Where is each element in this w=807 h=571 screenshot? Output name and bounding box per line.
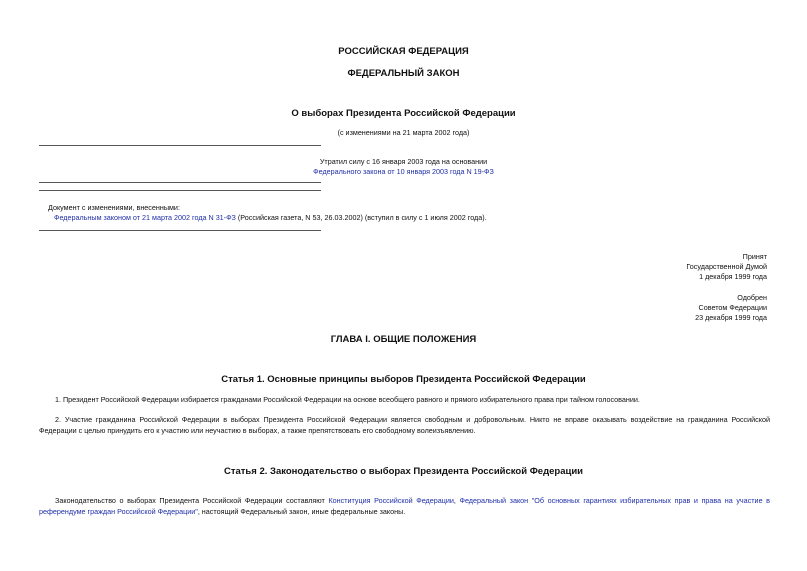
constitution-link[interactable]: Конституция Российской Федерации	[328, 496, 454, 505]
basis-law-link[interactable]: Федерального закона от 10 января 2003 года N 19-ФЗ	[313, 167, 494, 176]
article1-paragraph1: 1. Президент Российской Федерации избирается гражданами Российской Федерации на основе всеобщего равного и прямого избирательного права при тайном голосовании.	[55, 395, 640, 404]
law-title: О выборах Президента Российской Федерации	[291, 108, 516, 119]
law-type-heading: ФЕДЕРАЛЬНЫЙ ЗАКОН	[347, 68, 460, 79]
divider	[39, 182, 321, 183]
doc-changes-label: Документ с изменениями, внесенными:	[48, 203, 180, 212]
amendments-note: (с изменениями на 21 марта 2002 года)	[337, 128, 470, 137]
article2-paragraph	[39, 495, 770, 517]
adopted-block	[686, 252, 767, 282]
guarantees-law-link[interactable]: Федеральный закон "Об основных гарантиях избирательных прав и права на участие в референдуме граждан Российской Федерации"	[39, 496, 770, 516]
adopted-body: Государственной Думой	[686, 262, 767, 271]
divider	[39, 190, 321, 191]
article1-paragraph2: 2. Участие гражданина Российской Федерации в выборах Президента Российской Федерации является свободным и добровольным. Никто не вправе оказывать воздействие на гражданина Российской Федерации с целью принудить его к участию или неучастию в выборах, а также препятствовать его свободному волеизъявлению.	[39, 415, 770, 435]
divider	[39, 230, 321, 231]
approved-block	[695, 293, 767, 323]
doc-changes-line	[54, 213, 487, 222]
country-heading: РОССИЙСКАЯ ФЕДЕРАЦИЯ	[338, 46, 469, 57]
amending-law-details: (Российская газета, N 53, 26.03.2002) (вступил в силу с 1 июля 2002 года).	[235, 213, 487, 222]
adopted-line: Принят	[742, 252, 767, 261]
article1-title: Статья 1. Основные принципы выборов Президента Российской Федерации	[221, 374, 586, 385]
lost-force-text: Утратил силу с 16 января 2003 года на основании	[319, 157, 488, 166]
approved-date: 23 декабря 1999 года	[695, 313, 767, 322]
chapter-heading: ГЛАВА I. ОБЩИЕ ПОЛОЖЕНИЯ	[330, 334, 477, 345]
approved-line: Одобрен	[737, 293, 767, 302]
article2-separator: ,	[453, 496, 460, 505]
article2-title: Статья 2. Законодательство о выборах Президента Российской Федерации	[223, 466, 584, 477]
amending-law-link[interactable]: Федеральным законом от 21 марта 2002 года N 31-ФЗ	[54, 213, 236, 222]
approved-body: Советом Федерации	[698, 303, 767, 312]
divider	[39, 145, 321, 146]
article2-text-start: Законодательство о выборах Президента Российской Федерации составляют	[55, 496, 329, 505]
adopted-date: 1 декабря 1999 года	[699, 272, 767, 281]
article2-text-end: , настоящий Федеральный закон, иные федеральные законы.	[197, 507, 406, 516]
